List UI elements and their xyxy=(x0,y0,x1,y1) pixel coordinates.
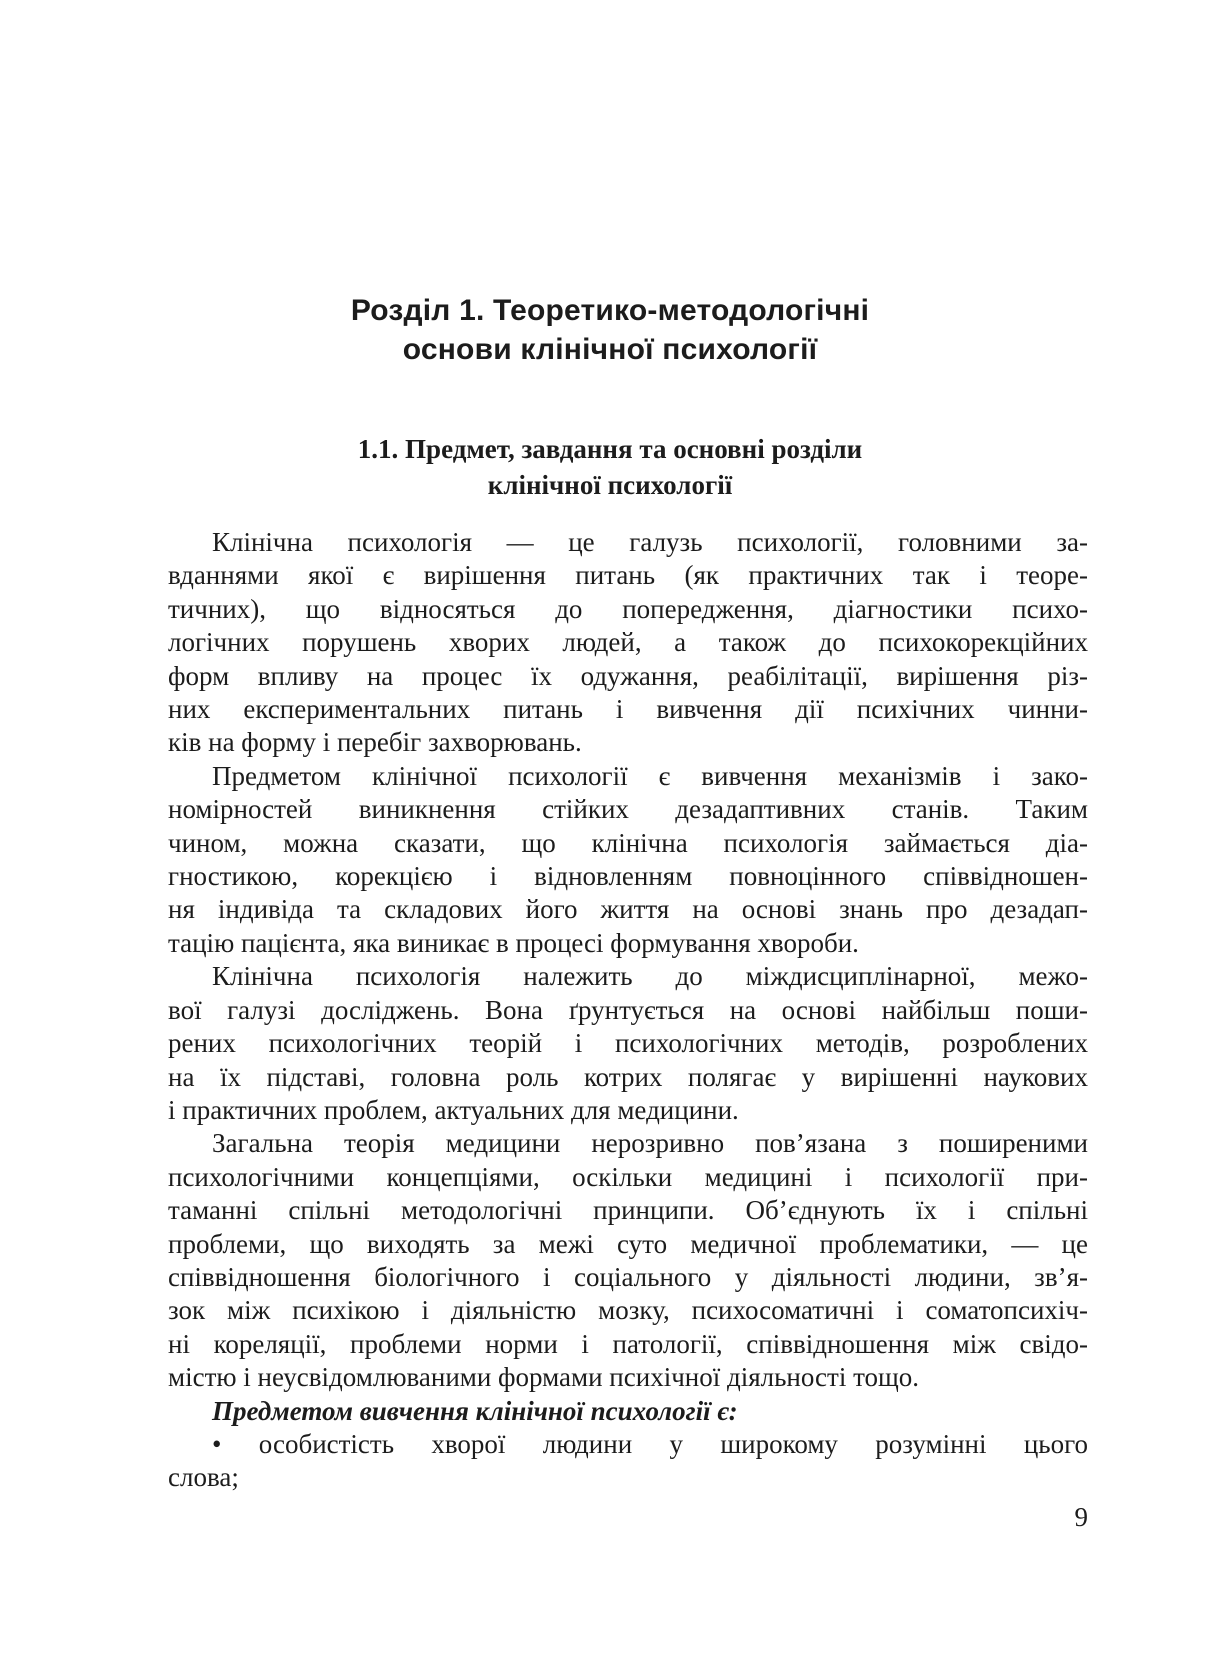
heading-line: Розділ 1. Теоретико-методологічні xyxy=(350,294,870,327)
paragraph-line: Клінічна психологія — це галузь психології, головними за- xyxy=(212,527,1088,557)
lead-heading-line: Предметом вивчення клінічної психології є: xyxy=(212,1395,738,1426)
heading-line: клінічної психології xyxy=(487,470,733,500)
paragraph-line: логічних порушень хворих людей, а також до психокорекційних xyxy=(168,627,1088,658)
paragraph-line: форм впливу на процес їх одужання, реабілітації, вирішення різ- xyxy=(168,660,1088,691)
paragraph-line: зок між психікою і діяльністю мозку, психосоматичні і соматопсихіч- xyxy=(168,1295,1088,1326)
paragraph-line: на їх підставі, головна роль котрих полягає у вирішенні наукових xyxy=(168,1061,1088,1092)
paragraph-line: вої галузі досліджень. Вона ґрунтується на основі найбільш поши- xyxy=(168,994,1088,1025)
paragraph-line: і практичних проблем, актуальних для медицини. xyxy=(168,1094,739,1125)
paragraph-line: чином, можна сказати, що клінічна психологія займається діа- xyxy=(168,827,1088,858)
paragraph-line: • особистість хворої людини у широкому розумінні цього xyxy=(212,1428,1088,1459)
paragraph-line: Загальна теорія медицини нерозривно пов’язана з поширеними xyxy=(212,1128,1088,1159)
paragraph-line: рених психологічних теорій і психологічних методів, розроблених xyxy=(168,1028,1088,1059)
page-number: 9 xyxy=(1074,1502,1088,1532)
paragraph-line: слова; xyxy=(168,1462,239,1493)
paragraph-line: ків на форму і перебіг захворювань. xyxy=(168,727,582,758)
paragraph-line: таманні спільні методологічні принципи. Об’єднують їх і спільні xyxy=(168,1195,1088,1226)
paragraph-line: містю і неусвідомлюваними формами психічної діяльності тощо. xyxy=(168,1362,920,1393)
body-text xyxy=(168,526,1088,1495)
paragraph-line: проблеми, що виходять за межі суто медичної проблематики, — це xyxy=(168,1228,1088,1259)
paragraph-line: номірностей виникнення стійких дезадаптивних станів. Таким xyxy=(168,794,1088,825)
paragraph-line: тичних), що відносяться до попередження, діагностики психо- xyxy=(168,593,1088,624)
heading-line: основи клінічної психології xyxy=(402,333,818,366)
paragraph-line: співвідношення біологічного і соціального у діяльності людини, зв’я- xyxy=(168,1261,1088,1292)
heading-line: 1.1. Предмет, завдання та основні розділи xyxy=(357,434,863,464)
paragraph-line: Клінічна психологія належить до міждисциплінарної, межо- xyxy=(212,961,1088,992)
paragraph-line: тацію пацієнта, яка виникає в процесі формування хвороби. xyxy=(168,927,859,958)
paragraph-line: психологічними концепціями, оскільки медицині і психології при- xyxy=(168,1161,1088,1192)
paragraph-line: них експериментальних питань і вивчення дії психічних чинни- xyxy=(168,694,1088,725)
paragraph-line: ні кореляції, проблеми норми і патології, співвідношення між свідо- xyxy=(168,1328,1088,1359)
paragraph-line: Предметом клінічної психології є вивчення механізмів і зако- xyxy=(212,760,1088,791)
section-heading xyxy=(150,431,1070,503)
chapter-heading xyxy=(150,291,1070,369)
paragraph-line: вданнями якої є вирішення питань (як практичних так і теоре- xyxy=(168,560,1088,591)
paragraph-line: ня індивіда та складових його життя на основі знань про дезадап- xyxy=(168,894,1088,925)
paragraph-line: гностикою, корекцією і відновленням повноцінного співвідношен- xyxy=(168,861,1088,892)
